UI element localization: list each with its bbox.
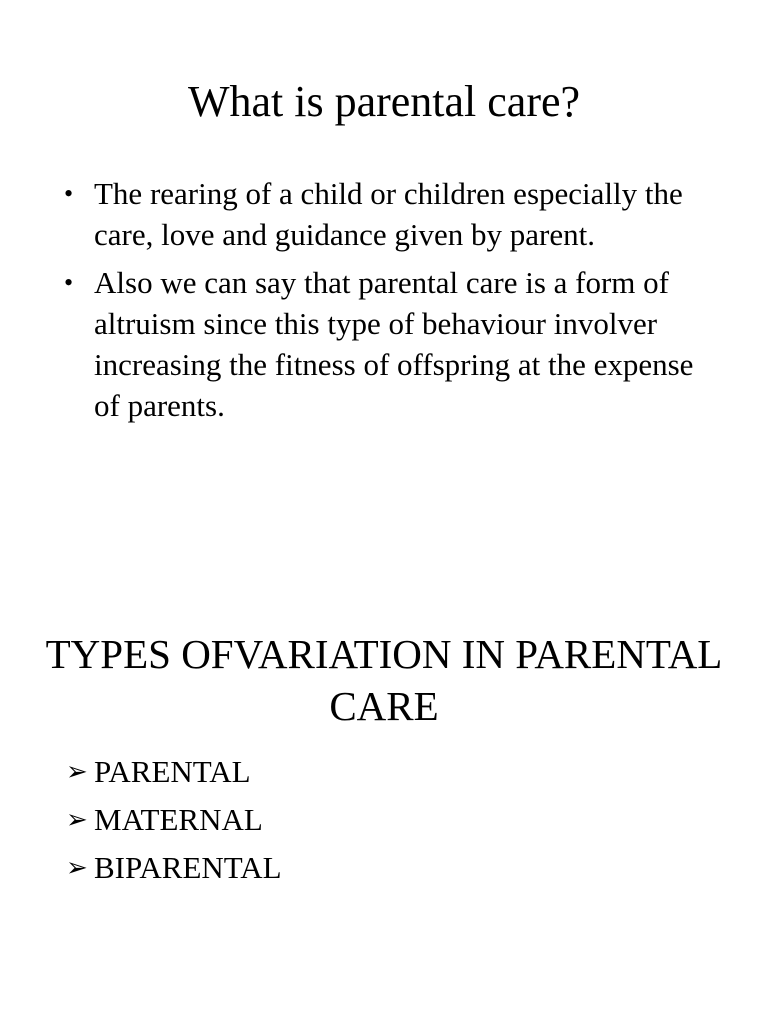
arrow-bullet-icon: ➢ <box>66 805 88 835</box>
bullet-list <box>58 173 718 433</box>
arrow-list <box>66 748 282 892</box>
bullet-icon: • <box>64 268 74 297</box>
list-item <box>66 748 282 796</box>
bullet-icon: • <box>64 179 74 208</box>
bullet-item <box>58 262 718 426</box>
list-item <box>66 844 282 892</box>
list-item <box>66 796 282 844</box>
list-item-text: MATERNAL <box>94 802 263 837</box>
slide-types-of-variation <box>0 600 768 1024</box>
list-item-text: PARENTAL <box>94 754 251 789</box>
slide-title: What is parental care? <box>187 77 581 126</box>
arrow-bullet-icon: ➢ <box>66 757 88 787</box>
slide-parental-care <box>0 0 768 500</box>
bullet-item <box>58 173 718 255</box>
bullet-text: Also we can say that parental care is a form of altruism since this type of behaviour involver increasing the fitness of offspring at the expense of parents. <box>94 265 694 423</box>
list-item-text: BIPARENTAL <box>94 850 282 885</box>
arrow-bullet-icon: ➢ <box>66 853 88 883</box>
slide-title: TYPES OFVARIATION IN PARENTAL CARE <box>45 631 723 729</box>
bullet-text: The rearing of a child or children especially the care, love and guidance given by parent. <box>94 176 683 252</box>
